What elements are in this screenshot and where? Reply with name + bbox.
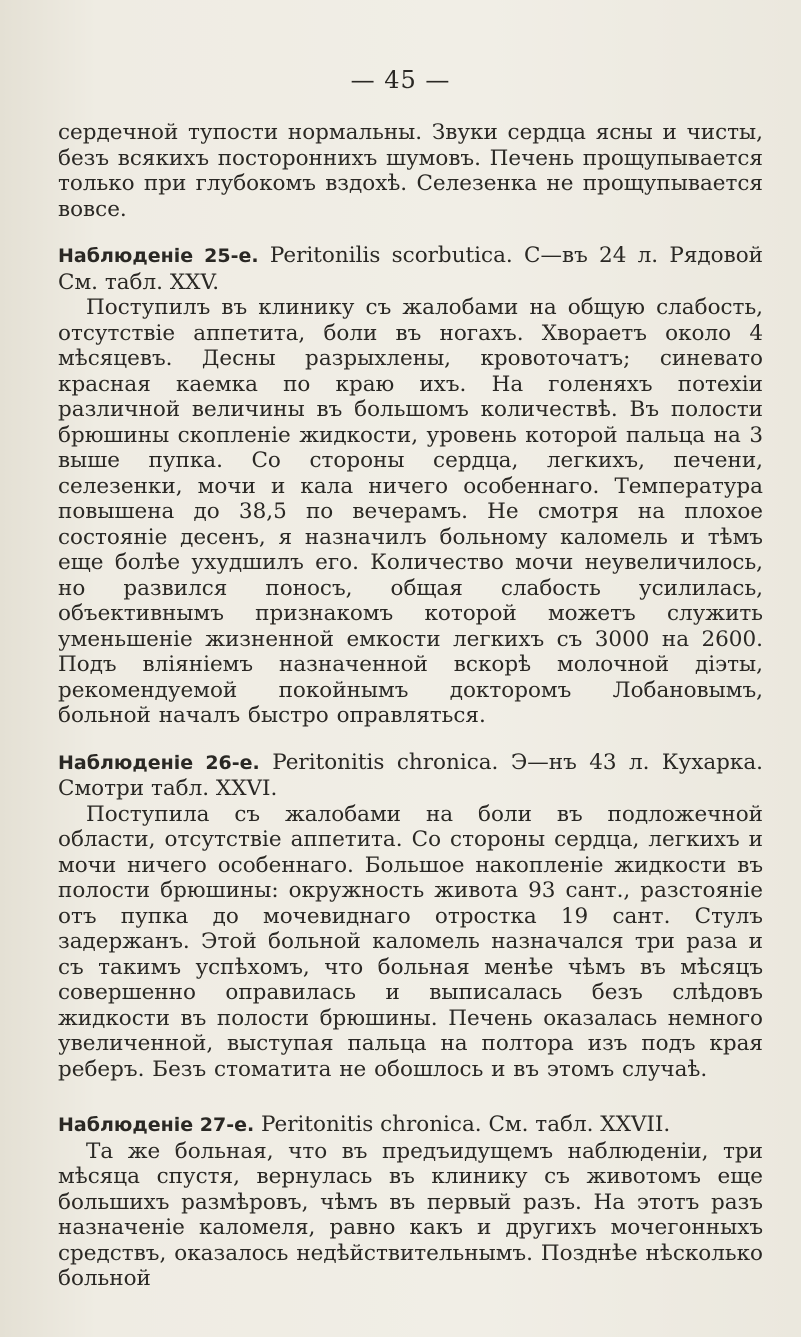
observation-25-body: Поступилъ въ клинику съ жалобами на общую слабость, отсутствіе аппетита, боли въ ногахъ. Хвораетъ около 4 мѣсяцевъ. Десны разрыхлены, кровоточатъ; синевато красная каемка по краю ихъ. На голеняхъ потехіи различной величины въ большомъ количествѣ. Въ полости брюшины скопленіе жидкости, уровень которой пальца на 3 выше пупка. Со стороны сердца, легкихъ, печени, селезенки, мочи и кала ничего особеннаго. Температура повышена до 38,5 по вечерамъ. Не смотря на плохое состояніе десенъ, я назначилъ больному каломель и тѣмъ еще болѣе ухудшилъ его. Количество мочи неувеличилось, но развился поносъ, общая слабость усилилась, объективнымъ признакомъ которой можетъ служить уменьшеніе жизненной емкости легкихъ съ 3000 на 2600. Подъ вліяніемъ назначенной вскорѣ молочной діэты, рекомендуемой покойнымъ докторомъ Лобановымъ, больной началъ быстро оправляться. bbox=[58, 295, 763, 728]
observation-26-heading bbox=[58, 750, 763, 802]
page-number: — 45 — bbox=[350, 66, 451, 94]
observation-27-heading bbox=[58, 1112, 763, 1139]
observation-25-heading-text: Peritonilis scorbutica. С—въ 24 л. Рядовой См. табл. XXV. bbox=[58, 243, 763, 295]
observation-27-body: Та же больная, что въ предъидущемъ наблюденіи, три мѣсяца спустя, вернулась въ клинику съ животомъ еще большихъ размѣровъ, чѣмъ въ первый разъ. На этотъ разъ назначеніе каломеля, равно какъ и другихъ мочегонныхъ средствъ, оказалось недѣйствительнымъ. Позднѣе нѣсколько больной bbox=[58, 1138, 763, 1291]
observation-26-body: Поступила съ жалобами на боли въ подложечной области, отсутствіе аппетита. Со стороны сердца, легкихъ и мочи ничего особеннаго. Большое накопленіе жидкости въ полости брюшины: окружность живота 93 сант., разстояніе отъ пупка до мочевиднаго отростка 19 сант. Стулъ задержанъ. Этой больной каломель назначался три раза и съ такимъ успѣхомъ, что больная менѣе чѣмъ въ мѣсяцъ совершенно оправилась и выписалась безъ слѣдовъ жидкости въ полости брюшины. Печень оказалась немного увеличенной, выступая пальца на полтора изъ подъ края реберъ. Безъ стоматита не обошлось и въ этомъ случаѣ. bbox=[58, 801, 763, 1082]
observation-27-heading-text: Peritonitis chronica. См. табл. XXVII. bbox=[254, 1112, 671, 1137]
observation-25-heading bbox=[58, 243, 763, 295]
observation-26-label: Наблюденіе 26-е. bbox=[58, 751, 260, 774]
observation-25-label: Наблюденіе 25-е. bbox=[58, 245, 259, 267]
observation-26-heading-text: Peritonitis chronica. Э—нъ 43 л. Кухарка. Смотри табл. XXVI. bbox=[58, 749, 763, 801]
observation-27-label: Наблюденіе 27-е. bbox=[58, 1114, 255, 1136]
intro-paragraph: сердечной тупости нормальны. Звуки сердца ясны и чисты, безъ всякихъ постороннихъ шумовъ. Печень прощупывается только при глубокомъ вздохѣ. Селезенка не прощупывается вовсе. bbox=[58, 120, 763, 222]
